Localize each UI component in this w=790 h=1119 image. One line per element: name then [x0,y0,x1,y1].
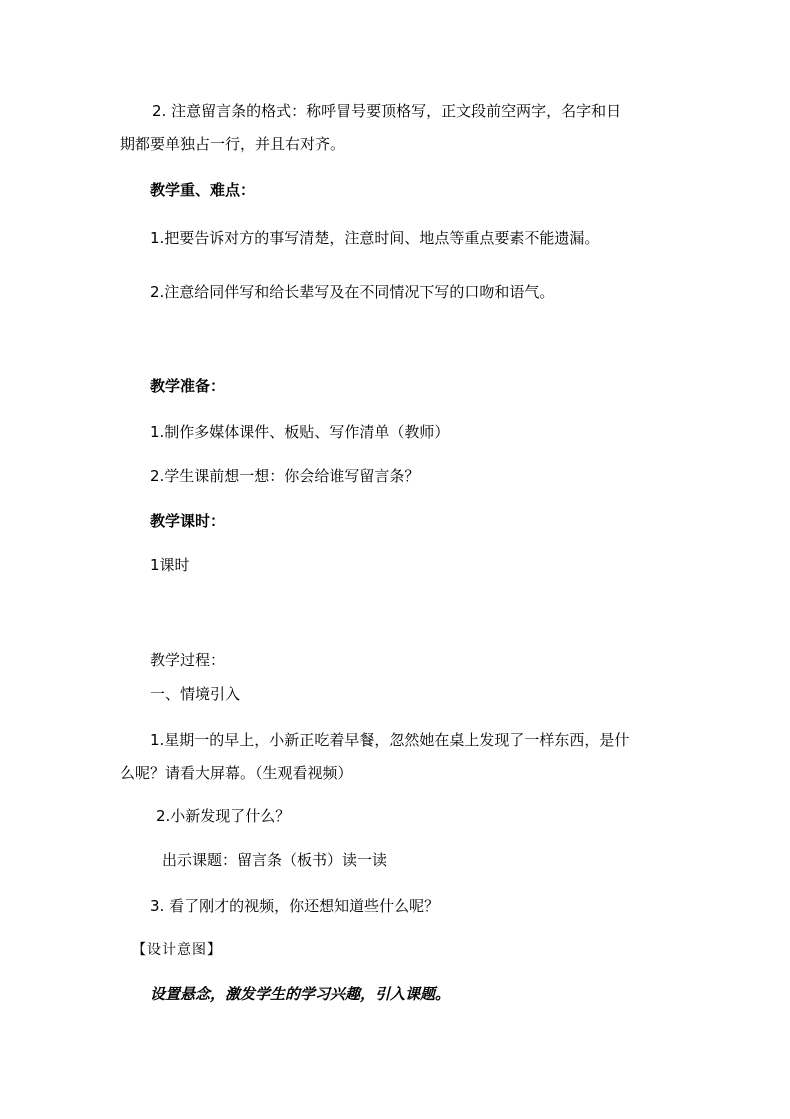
paragraph-key-point-1: 1.把要告诉对方的事写清楚，注意时间、地点等重点要素不能遗漏。 [150,229,600,247]
paragraph-section-1: 一、情境引入 [150,685,241,703]
paragraph-preparation-1: 1.制作多媒体课件、板贴、写作清单（教师） [150,423,450,441]
paragraph-step1-line-2: 么呢？请看大屏幕。（生观看视频） [120,764,353,782]
paragraph-preparation-2: 2.学生课前想一想：你会给谁写留言条？ [150,467,420,485]
paragraph-format-line-1: 2. 注意留言条的格式：称呼冒号要顶格写，正文段前空两字，名字和日 [152,102,622,120]
heading-key-points: 教学重、难点： [150,181,256,199]
paragraph-key-point-2: 2.注意给同伴写和给长辈写及在不同情况下写的口吻和语气。 [150,283,555,301]
paragraph-topic: 出示课题：留言条（板书）读一读 [162,851,388,869]
paragraph-step2: 2.小新发现了什么？ [156,807,291,825]
paragraph-format-line-2: 期都要单独占一行，并且右对齐。 [120,135,346,153]
heading-class-hours: 教学课时： [150,512,226,530]
paragraph-class-hours: 1课时 [150,556,190,574]
design-intent-text: 设置悬念，激发学生的学习兴趣，引入课题。 [150,985,451,1003]
paragraph-step1-line-1: 1.星期一的早上，小新正吃着早餐，忽然她在桌上发现了一样东西，是什 [150,731,630,749]
heading-process: 教学过程： [150,651,226,669]
design-intent-label: 【设计意图】 [132,942,222,958]
paragraph-step3: 3. 看了刚才的视频，你还想知道些什么呢？ [150,897,440,915]
heading-preparation: 教学准备： [150,377,226,395]
